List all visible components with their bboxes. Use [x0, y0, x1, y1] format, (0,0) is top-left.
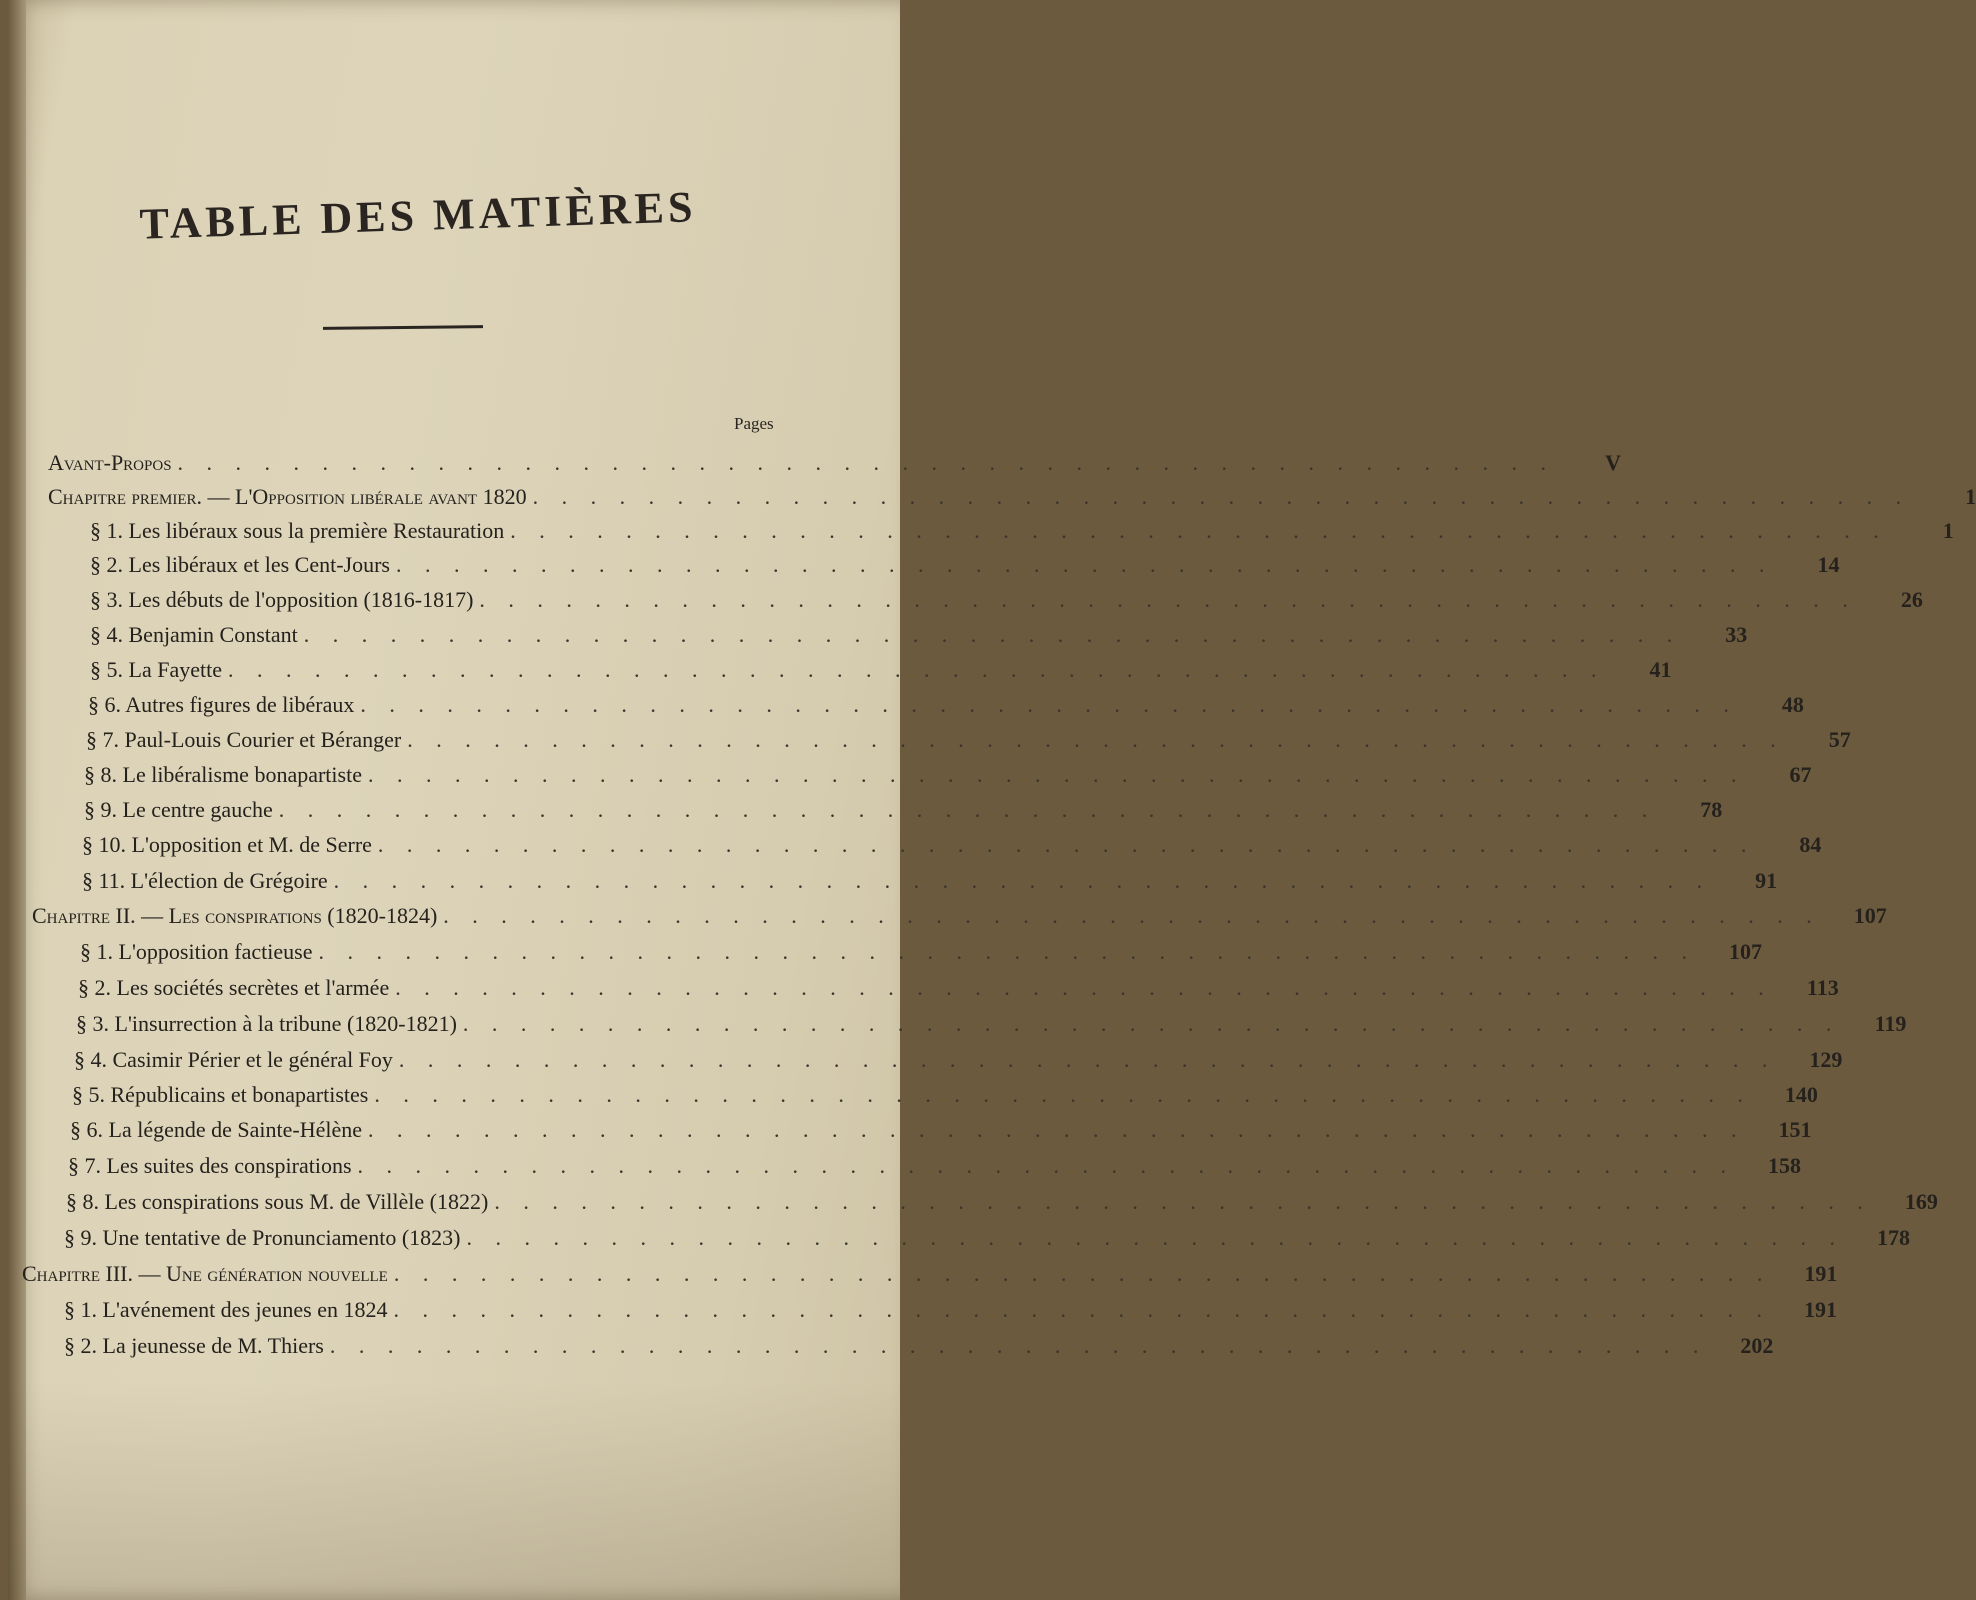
toc-leader-dots: . . . . . . . . . . . . . . . . . . . . . . . . . . . . . . . . . . . . . . . . . . . . . . . . — [510, 518, 1888, 543]
toc-entry-label: Chapitre III. — Une génération nouvelle — [22, 1261, 388, 1286]
toc-leader-dots: . . . . . . . . . . . . . . . . . . . . . . . . . . . . . . . . . . . . . . . . . . . . . . . . — [367, 762, 1746, 787]
book-page — [8, 0, 1976, 1600]
toc-section-entry — [88, 692, 1804, 726]
toc-leader-dots: . . . . . . . . . . . . . . . . . . . . . . . . . . . . . . . . . . . . . . . . . . . . . . . . — [303, 622, 1682, 647]
toc-entry-label: § 8. Le libéralisme bonapartiste — [84, 762, 362, 787]
toc-entry-label: § 7. Les suites des conspirations — [68, 1153, 352, 1178]
toc-section-entry — [82, 832, 1822, 866]
toc-section-entry — [90, 622, 1748, 656]
toc-entry-label: Chapitre II. — Les conspirations (1820-1824) — [32, 903, 438, 928]
toc-chapter-entry — [48, 484, 1976, 518]
toc-entry-label: § 3. Les débuts de l'opposition (1816-1817) — [90, 587, 474, 612]
toc-entry-label: § 4. Benjamin Constant — [90, 622, 298, 647]
toc-section-entry — [64, 1225, 1911, 1259]
toc-entry-label: § 5. Républicains et bonapartistes — [72, 1082, 369, 1107]
toc-leader-dots: . . . . . . . . . . . . . . . . . . . . . . . . . . . . . . . . . . . . . . . . . . . . . . . . — [396, 552, 1774, 577]
toc-leader-dots: . . . . . . . . . . . . . . . . . . . . . . . . . . . . . . . . . . . . . . . . . . . . . . . . — [466, 1225, 1845, 1250]
toc-page-number: 140 — [1784, 1082, 1818, 1107]
toc-section-entry — [72, 1082, 1818, 1116]
toc-section-entry — [84, 797, 1723, 831]
toc-leader-dots: . . . . . . . . . . . . . . . . . . . . . . . . . . . . . . . . . . . . . . . . . . . . . . . . — [318, 939, 1696, 964]
toc-entry-label: § 8. Les conspirations sous M. de Villèle (1822) — [66, 1189, 489, 1214]
toc-entry-label: § 9. Le centre gauche — [84, 797, 273, 822]
toc-page-number: 202 — [1740, 1333, 1774, 1358]
toc-leader-dots: . . . . . . . . . . . . . . . . . . . . . . . . . . . . . . . . . . . . . . . . . . . . . . . . — [494, 1189, 1872, 1214]
toc-section-entry — [64, 1297, 1837, 1331]
toc-section-entry — [84, 762, 1812, 796]
toc-page-number: 151 — [1778, 1117, 1812, 1142]
toc-leader-dots: . . . . . . . . . . . . . . . . . . . . . . . . . . . . . . . . . . . . . . . . . . . . . . . . — [357, 1153, 1736, 1178]
page-shadow — [8, 1380, 900, 1600]
toc-chapter-entry — [48, 450, 1622, 484]
toc-entry-label: § 6. La légende de Sainte-Hélène — [70, 1117, 362, 1142]
toc-entry-label: § 2. Les sociétés secrètes et l'armée — [78, 975, 390, 1000]
toc-page-number: 113 — [1806, 975, 1839, 1000]
toc-section-entry — [90, 552, 1840, 586]
toc-page-number: 48 — [1781, 692, 1804, 717]
toc-page-number: 107 — [1853, 903, 1887, 928]
toc-page-number: 78 — [1700, 797, 1723, 822]
toc-page-number: 1 — [1942, 518, 1954, 543]
toc-page-number: 129 — [1809, 1047, 1843, 1072]
toc-leader-dots: . . . . . . . . . . . . . . . . . . . . . . . . . . . . . . . . . . . . . . . . . . . . . . . . — [278, 797, 1657, 822]
toc-leader-dots: . . . . . . . . . . . . . . . . . . . . . . . . . . . . . . . . . . . . . . . . . . . . . . . . — [407, 727, 1785, 752]
toc-leader-dots: . . . . . . . . . . . . . . . . . . . . . . . . . . . . . . . . . . . . . . . . . . . . . . . . — [367, 1117, 1746, 1142]
toc-entry-label: § 10. L'opposition et M. de Serre — [82, 832, 372, 857]
toc-section-entry — [70, 1117, 1812, 1151]
toc-section-entry — [90, 518, 1954, 552]
toc-section-entry — [80, 939, 1762, 973]
toc-section-entry — [68, 1153, 1802, 1187]
toc-leader-dots: . . . . . . . . . . . . . . . . . . . . . . . . . . . . . . . . . . . . . . . . . . . . . . . . — [360, 692, 1738, 717]
toc-entry-label: § 2. La jeunesse de M. Thiers — [64, 1333, 324, 1358]
toc-page-number: V — [1605, 450, 1622, 475]
toc-page-number: 191 — [1803, 1297, 1837, 1322]
toc-entry-label: § 3. L'insurrection à la tribune (1820-1821) — [76, 1011, 457, 1036]
toc-entry-label: § 6. Autres figures de libéraux — [88, 692, 355, 717]
toc-entry-label: § 5. La Fayette — [90, 657, 222, 682]
toc-entry-label: § 2. Les libéraux et les Cent-Jours — [90, 552, 390, 577]
toc-entry-label: § 11. L'élection de Grégoire — [82, 868, 328, 893]
toc-page-number: 84 — [1799, 832, 1822, 857]
toc-section-entry — [82, 868, 1778, 902]
toc-entry-label: Chapitre premier. — L'Opposition libérale avant 1820 — [48, 484, 527, 509]
toc-page-number: 1 — [1965, 484, 1976, 509]
toc-page-number: 33 — [1725, 622, 1748, 647]
toc-leader-dots: . . . . . . . . . . . . . . . . . . . . . . . . . . . . . . . . . . . . . . . . . . . . . . . . — [532, 484, 1911, 509]
toc-page-number: 119 — [1874, 1011, 1907, 1036]
toc-page-number: 191 — [1804, 1261, 1838, 1286]
toc-page-number: 91 — [1755, 868, 1778, 893]
toc-leader-dots: . . . . . . . . . . . . . . . . . . . . . . . . . . . . . . . . . . . . . . . . . . . . . . . . — [374, 1082, 1752, 1107]
toc-leader-dots: . . . . . . . . . . . . . . . . . . . . . . . . . . . . . . . . . . . . . . . . . . . . . . . . — [329, 1333, 1708, 1358]
toc-page-number: 26 — [1900, 587, 1923, 612]
toc-section-entry — [66, 1189, 1938, 1223]
toc-leader-dots: . . . . . . . . . . . . . . . . . . . . . . . . . . . . . . . . . . . . . . . . . . . . . . . . — [393, 1297, 1771, 1322]
toc-leader-dots: . . . . . . . . . . . . . . . . . . . . . . . . . . . . . . . . . . . . . . . . . . . . . . . . — [395, 975, 1773, 1000]
pages-column-heading: Pages — [734, 414, 774, 433]
toc-section-entry — [76, 1011, 1907, 1045]
toc-leader-dots: . . . . . . . . . . . . . . . . . . . . . . . . . . . . . . . . . . . . . . . . . . . . . . . . — [443, 903, 1821, 928]
toc-entry-label: § 7. Paul-Louis Courier et Béranger — [86, 727, 402, 752]
toc-section-entry — [64, 1333, 1774, 1367]
table-of-contents — [8, 0, 1976, 1600]
toc-entry-label: § 1. Les libéraux sous la première Restauration — [90, 518, 505, 543]
toc-chapter-entry — [32, 903, 1887, 937]
toc-entry-label: § 4. Casimir Périer et le général Foy — [74, 1047, 393, 1072]
toc-page-number: 57 — [1828, 727, 1851, 752]
toc-leader-dots: . . . . . . . . . . . . . . . . . . . . . . . . . . . . . . . . . . . . . . . . . . . . . . . . — [333, 868, 1712, 893]
toc-section-entry — [78, 975, 1839, 1009]
toc-entry-label: § 1. L'opposition factieuse — [80, 939, 313, 964]
toc-leader-dots: . . . . . . . . . . . . . . . . . . . . . . . . . . . . . . . . . . . . . . . . . . . . . . . . — [398, 1047, 1777, 1072]
page-title: TABLE DES MATIÈRES — [138, 182, 698, 249]
toc-leader-dots: . . . . . . . . . . . . . . . . . . . . . . . . . . . . . . . . . . . . . . . . . . . . . . . . — [227, 657, 1606, 682]
toc-page-number: 158 — [1768, 1153, 1802, 1178]
toc-section-entry — [90, 657, 1672, 691]
toc-page-number: 107 — [1728, 939, 1762, 964]
toc-page-number: 67 — [1789, 762, 1812, 787]
toc-page-number: 178 — [1877, 1225, 1911, 1250]
toc-entry-label: § 1. L'avénement des jeunes en 1824 — [64, 1297, 388, 1322]
toc-page-number: 41 — [1649, 657, 1672, 682]
toc-chapter-entry — [22, 1261, 1838, 1295]
toc-page-number: 169 — [1904, 1189, 1938, 1214]
toc-leader-dots: . . . . . . . . . . . . . . . . . . . . . . . . . . . . . . . . . . . . . . . . . . . . . . . . — [393, 1261, 1772, 1286]
toc-leader-dots: . . . . . . . . . . . . . . . . . . . . . . . . . . . . . . . . . . . . . . . . . . . . . . . . — [177, 450, 1556, 475]
toc-entry-label: § 9. Une tentative de Pronunciamento (1823) — [64, 1225, 461, 1250]
toc-section-entry — [74, 1047, 1843, 1081]
toc-page-number: 14 — [1817, 552, 1840, 577]
toc-leader-dots: . . . . . . . . . . . . . . . . . . . . . . . . . . . . . . . . . . . . . . . . . . . . . . . . — [377, 832, 1756, 857]
toc-section-entry — [90, 587, 1923, 621]
toc-leader-dots: . . . . . . . . . . . . . . . . . . . . . . . . . . . . . . . . . . . . . . . . . . . . . . . . — [462, 1011, 1841, 1036]
toc-entry-label: Avant-Propos — [48, 450, 172, 475]
toc-leader-dots: . . . . . . . . . . . . . . . . . . . . . . . . . . . . . . . . . . . . . . . . . . . . . . . . — [479, 587, 1857, 612]
toc-section-entry — [86, 727, 1851, 761]
